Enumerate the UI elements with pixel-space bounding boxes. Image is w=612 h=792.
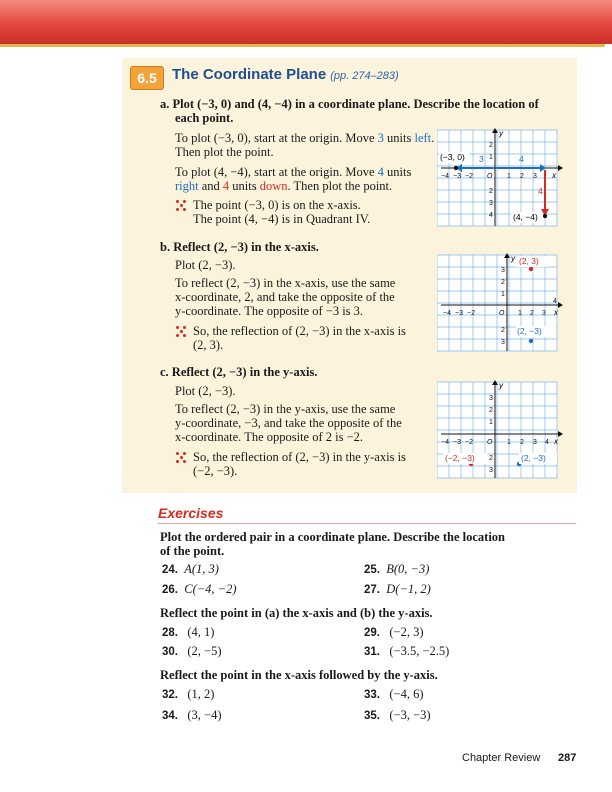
svg-text:−4: −4 <box>441 439 449 446</box>
exercise-item: 26. C(−4, −2) <box>162 582 237 596</box>
example-a-step1-cont: Then plot the point. <box>175 145 274 159</box>
svg-text:3: 3 <box>533 439 537 446</box>
graph-a <box>437 128 563 228</box>
svg-text:−3: −3 <box>453 439 461 446</box>
example-b-step2-l3: y-coordinate. The opposite of −3 is 3. <box>175 304 364 318</box>
svg-text:1: 1 <box>507 173 511 180</box>
exercise-item: 31. (−3.5, −2.5) <box>364 644 450 658</box>
section-pages: (pp. 274–283) <box>330 70 399 82</box>
example-a-step2-cont: right and 4 units down. Then plot the point. <box>175 179 393 193</box>
example-a-conclusion-cont: The point (4, −4) is in Quadrant IV. <box>193 212 371 226</box>
graph-a-arrow-left-label: 3 <box>479 154 484 164</box>
example-a-heading: a. Plot (−3, 0) and (4, −4) in a coordinate plane. Describe the location of <box>160 97 539 111</box>
svg-text:2: 2 <box>489 188 493 195</box>
exercise-item: 25. B(0, −3) <box>364 562 430 576</box>
exercise-item: 30. (2, −5) <box>162 644 222 658</box>
svg-text:2: 2 <box>489 142 493 149</box>
exercise-item: 28. (4, 1) <box>162 625 215 639</box>
svg-text:3: 3 <box>501 267 505 274</box>
svg-text:3: 3 <box>489 467 493 474</box>
svg-text:3: 3 <box>533 173 537 180</box>
exercise-item: 24. A(1, 3) <box>162 562 219 576</box>
svg-text:1: 1 <box>489 154 493 161</box>
conclusion-bullet-icon <box>176 200 186 212</box>
exercise-item: 35. (−3, −3) <box>364 708 431 722</box>
graph-b-point1-label: (2, 3) <box>519 256 539 266</box>
svg-text:3: 3 <box>501 339 505 346</box>
example-b-heading: b. Reflect (2, −3) in the x-axis. <box>160 240 319 254</box>
svg-text:2: 2 <box>489 455 493 462</box>
graph-a-point2-label: (4, −4) <box>513 212 538 222</box>
graph-b-point2-label: (2, −3) <box>517 326 542 336</box>
svg-text:3: 3 <box>489 200 493 207</box>
example-a-step1: To plot (−3, 0), start at the origin. Move 3 units left. <box>175 131 435 145</box>
svg-text:O: O <box>487 439 493 446</box>
section-title-text: The Coordinate Plane <box>172 66 327 83</box>
svg-text:−2: −2 <box>465 439 473 446</box>
exercise-group1-instructions: Plot the ordered pair in a coordinate plane. Describe the location <box>160 530 505 544</box>
exercise-item: 27. D(−1, 2) <box>364 582 431 596</box>
example-c-conclusion-cont: (−2, −3). <box>193 464 238 478</box>
exercise-group3-instructions: Reflect the point in the x-axis followed by the y-axis. <box>160 668 438 682</box>
section-title <box>172 66 399 83</box>
exercise-item: 33. (−4, 6) <box>364 687 424 701</box>
svg-text:O: O <box>499 310 505 317</box>
svg-text:3: 3 <box>542 310 546 317</box>
y-axis-label: y <box>499 129 503 138</box>
example-b-step2-l2: x-coordinate, 2, and take the opposite of the <box>175 290 395 304</box>
example-c-conclusion: So, the reflection of (2, −3) in the y-axis is <box>193 450 406 464</box>
svg-text:−2: −2 <box>465 173 473 180</box>
graph-c-point2-label: (2, −3) <box>521 453 546 463</box>
footer-page-number: 287 <box>558 752 577 764</box>
svg-text:4: 4 <box>553 298 557 305</box>
example-c-step2-l3: x-coordinate. The opposite of 2 is −2. <box>175 430 364 444</box>
exercise-group2-instructions: Reflect the point in (a) the x-axis and (b) the y-axis. <box>160 606 433 620</box>
exercises-title: Exercises <box>158 505 224 521</box>
svg-text:−3: −3 <box>455 310 463 317</box>
graph-c-point1-label: (−2, −3) <box>445 453 475 463</box>
svg-text:−3: −3 <box>453 173 461 180</box>
svg-text:2: 2 <box>530 310 534 317</box>
example-a-step2: To plot (4, −4), start at the origin. Move 4 units <box>175 165 412 179</box>
example-c-step2: To reflect (2, −3) in the y-axis, use the same <box>175 402 396 416</box>
svg-text:2: 2 <box>501 279 505 286</box>
svg-text:−4: −4 <box>441 173 449 180</box>
svg-text:−2: −2 <box>467 310 475 317</box>
svg-text:1: 1 <box>501 291 505 298</box>
graph-a-point1-label: (−3, 0) <box>440 152 465 162</box>
svg-text:4: 4 <box>545 439 549 446</box>
origin-label: O <box>487 173 493 180</box>
svg-text:y: y <box>511 254 515 263</box>
svg-text:3: 3 <box>489 395 493 402</box>
conclusion-bullet-icon <box>176 452 186 464</box>
exercise-item: 29. (−2, 3) <box>364 625 424 639</box>
svg-text:−4: −4 <box>443 310 451 317</box>
svg-text:2: 2 <box>489 407 493 414</box>
graph-a-arrow-down-label: 4 <box>538 186 543 196</box>
graph-b <box>437 253 563 353</box>
svg-text:1: 1 <box>489 419 493 426</box>
exercise-group1-instructions-cont: of the point. <box>160 544 225 558</box>
example-b-conclusion-cont: (2, 3). <box>193 338 224 352</box>
exercise-item: 34. (3, −4) <box>162 708 222 722</box>
footer-chapter: Chapter Review <box>462 752 541 764</box>
example-a-conclusion: The point (−3, 0) is on the x-axis. <box>193 198 361 212</box>
svg-text:2: 2 <box>520 439 524 446</box>
graph-c <box>437 380 563 480</box>
example-c-step2-l2: y-coordinate, −3, and take the opposite of the <box>175 416 402 430</box>
x-axis-label: x <box>552 171 556 180</box>
svg-text:1: 1 <box>507 439 511 446</box>
example-c-heading: c. Reflect (2, −3) in the y-axis. <box>160 365 318 379</box>
example-b-conclusion: So, the reflection of (2, −3) in the x-axis is <box>193 324 406 338</box>
svg-text:2: 2 <box>520 173 524 180</box>
svg-text:y: y <box>499 381 503 390</box>
example-b-step1: Plot (2, −3). <box>175 258 236 272</box>
section-number-badge: 6.5 <box>130 66 164 90</box>
example-c-step1: Plot (2, −3). <box>175 384 236 398</box>
svg-text:1: 1 <box>518 310 522 317</box>
graph-a-arrow-right-label: 4 <box>519 154 524 164</box>
svg-text:2: 2 <box>501 327 505 334</box>
top-banner <box>0 0 612 44</box>
svg-text:x: x <box>554 308 558 317</box>
example-b-step2: To reflect (2, −3) in the x-axis, use the same <box>175 276 396 290</box>
svg-text:4: 4 <box>489 212 493 219</box>
conclusion-bullet-icon <box>176 326 186 338</box>
exercise-item: 32. (1, 2) <box>162 687 215 701</box>
example-a-heading-cont: each point. <box>175 111 234 125</box>
svg-text:x: x <box>554 437 558 446</box>
